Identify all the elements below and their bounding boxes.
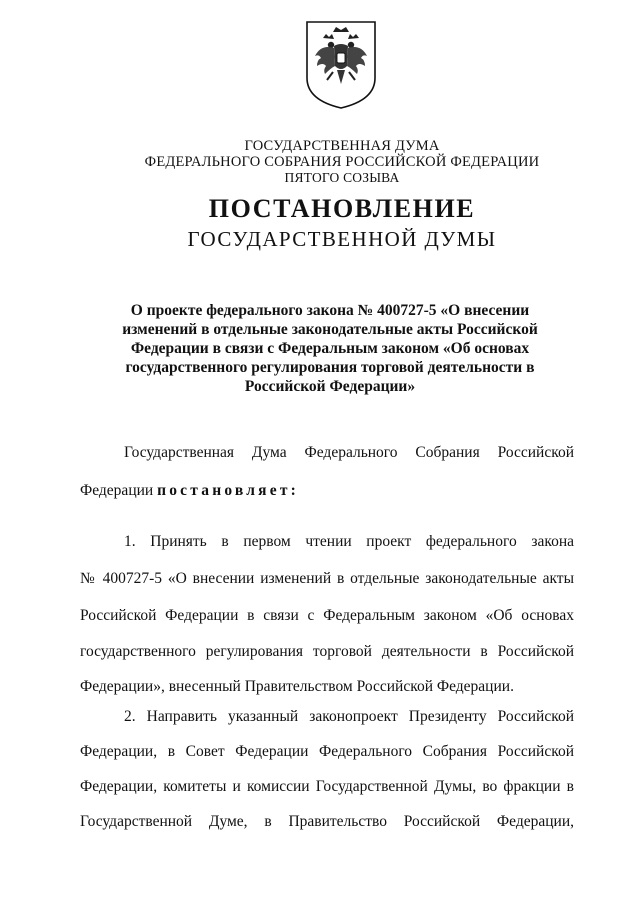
state-emblem-icon <box>303 18 379 110</box>
header-line-duma: ГОСУДАРСТВЕННАЯ ДУМА <box>244 138 440 154</box>
header-line-assembly: ФЕДЕРАЛЬНОГО СОБРАНИЯ РОССИЙСКОЙ ФЕДЕРАЦИИ <box>144 154 540 170</box>
item2-line: Федерации, в Совет Федерации Федерального Собрания Российской <box>80 743 574 760</box>
item1-line: Российской Федерации в связи с Федеральным законом «Об основах <box>80 607 574 624</box>
subject-line: Федерации в связи с Федеральным законом «Об основах <box>130 340 530 357</box>
item1-line: № 400727-5 «О внесении изменений в отдельные законодательные акты <box>80 570 574 587</box>
preamble-line: Государственная Дума Федерального Собрания Российской <box>124 444 574 461</box>
preamble-prefix: Федерации <box>80 482 158 499</box>
document-title: ПОСТАНОВЛЕНИЕ <box>208 194 476 223</box>
subject-line: государственного регулирования торговой деятельности в <box>125 359 535 376</box>
item2-line: Федерации, комитеты и комиссии Государственной Думы, во фракции в <box>80 778 574 795</box>
item1-line: государственного регулирования торговой деятельности в Российской <box>80 643 574 660</box>
item2-line: Государственной Думе, в Правительство Российской Федерации, <box>80 813 574 830</box>
document-subject <box>110 301 550 396</box>
document-subtitle: ГОСУДАРСТВЕННОЙ ДУМЫ <box>187 227 497 251</box>
preamble-verb: постановляет: <box>157 482 299 499</box>
header-line-convocation: ПЯТОГО СОЗЫВА <box>284 170 400 185</box>
subject-line: О проекте федерального закона № 400727-5 «О внесении <box>130 302 530 319</box>
preamble-line <box>80 481 574 501</box>
item2-line: 2. Направить указанный законопроект Президенту Российской <box>124 708 574 725</box>
subject-line: изменений в отдельные законодательные акты Российской <box>122 321 538 338</box>
subject-line: Российской Федерации» <box>244 378 416 395</box>
item1-line: 1. Принять в первом чтении проект федерального закона <box>124 533 574 550</box>
item1-line: Федерации», внесенный Правительством Российской Федерации. <box>80 678 514 695</box>
